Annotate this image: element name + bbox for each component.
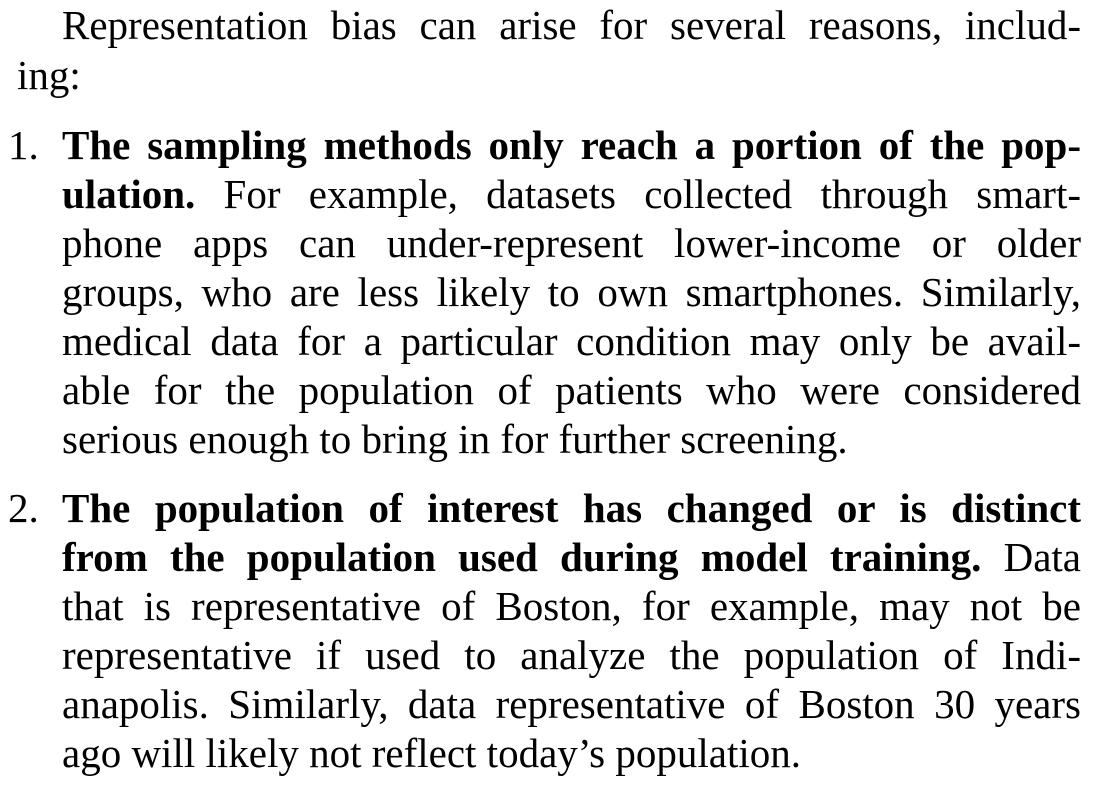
list-item-bold-text: ulation.	[62, 171, 196, 217]
list-item-line: representative if used to analyze the population of Indi-	[62, 632, 1081, 678]
list-item-line	[62, 121, 1081, 169]
intro-line-1: Representation bias can arise for several reasons, includ-	[62, 2, 1081, 48]
list-item-line	[62, 170, 1081, 218]
list-item-line: ago will likely not reflect today’s population.	[62, 730, 801, 776]
list-item-line: medical data for a particular condition may only be avail-	[62, 318, 1081, 364]
list-item-number: 1.	[8, 122, 39, 168]
list-item-bold-text: The population of interest has changed or is distinct	[62, 485, 1081, 531]
list-item-text: Data	[981, 534, 1081, 580]
list-item-line	[62, 484, 1081, 532]
list-item-line	[62, 533, 1081, 581]
list-item-bold-text: from the population used during model training.	[62, 534, 982, 580]
list-item-line: serious enough to bring in for further screening.	[62, 416, 848, 462]
list-item-line: groups, who are less likely to own smartphones. Similarly,	[62, 269, 1081, 315]
list-item-number: 2.	[8, 485, 39, 531]
list-item-line: anapolis. Similarly, data representative of Boston 30 years	[62, 681, 1081, 727]
list-item-text: For example, datasets collected through smart-	[195, 171, 1081, 217]
intro-line-2: ing:	[17, 52, 81, 98]
list-item-line: able for the population of patients who were considered	[62, 367, 1081, 413]
list-item-bold-text: The sampling methods only reach a portion of the pop-	[62, 122, 1081, 168]
list-item-line: phone apps can under-represent lower-income or older	[62, 220, 1081, 266]
list-item-line: that is representative of Boston, for example, may not be	[62, 583, 1081, 629]
